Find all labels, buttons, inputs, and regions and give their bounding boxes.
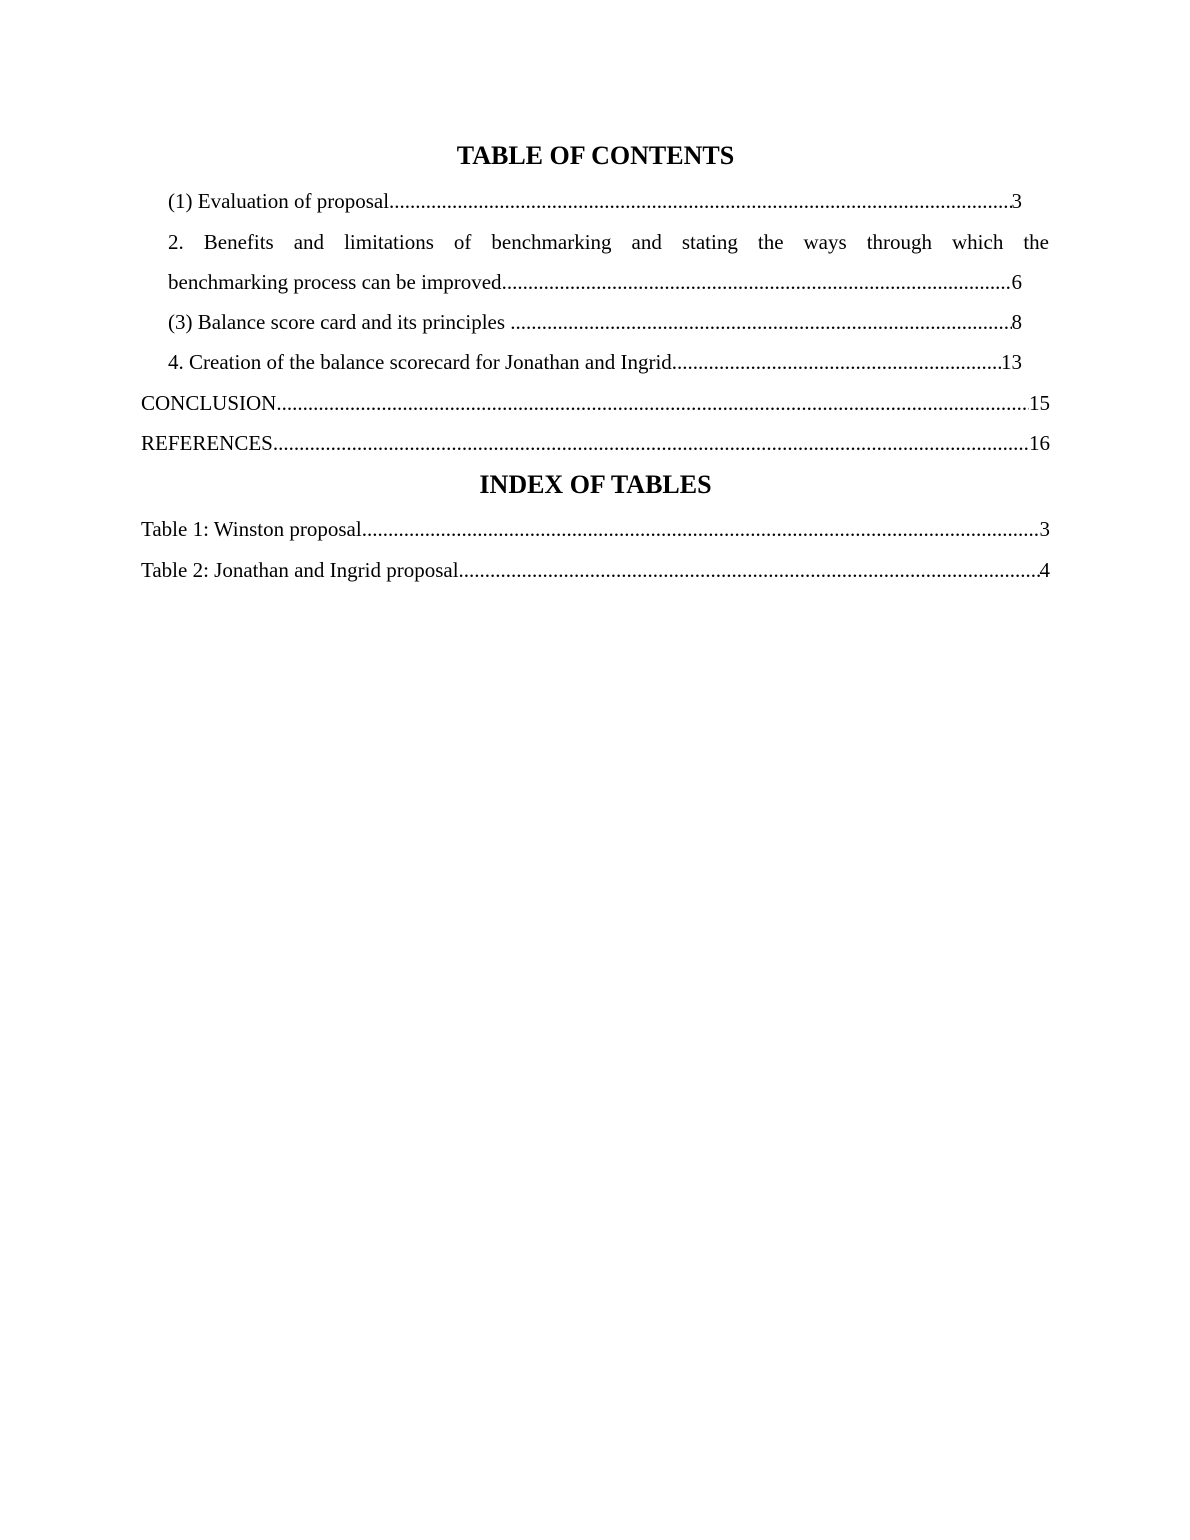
table-index-page-number: 3 bbox=[1039, 517, 1050, 541]
table-index-entry-jonathan-ingrid[interactable] bbox=[141, 557, 1050, 583]
toc-entry-page-number: 15 bbox=[1029, 391, 1050, 415]
table-index-dot-leader bbox=[362, 516, 1040, 542]
toc-word: Benefits bbox=[203, 230, 274, 254]
toc-entry-benefits-line2[interactable] bbox=[168, 269, 1022, 295]
toc-entry-references[interactable] bbox=[141, 430, 1050, 456]
table-index-entry-winston[interactable] bbox=[141, 516, 1050, 542]
toc-word: stating bbox=[681, 230, 738, 254]
toc-word: benchmarking bbox=[491, 230, 612, 254]
toc-word: and bbox=[631, 230, 662, 254]
toc-entry-evaluation-of-proposal[interactable] bbox=[168, 188, 1022, 214]
index-of-tables-title: INDEX OF TABLES bbox=[479, 470, 712, 499]
table-index-entry-text: Table 1: Winston proposal bbox=[141, 517, 362, 541]
toc-entry-page-number: 13 bbox=[1001, 350, 1022, 374]
toc-word: the bbox=[757, 230, 784, 254]
toc-entry-text: 4. Creation of the balance scorecard for Jonathan and Ingrid bbox=[168, 350, 672, 374]
toc-entry-page-number: 6 bbox=[1011, 270, 1022, 294]
toc-entry-conclusion[interactable] bbox=[141, 390, 1050, 416]
toc-dot-leader bbox=[502, 269, 1012, 295]
toc-word: the bbox=[1023, 230, 1049, 254]
toc-entry-text: REFERENCES bbox=[141, 431, 273, 455]
toc-entry-text: CONCLUSION bbox=[141, 391, 277, 415]
toc-word: 2. bbox=[168, 230, 184, 254]
toc-word: limitations bbox=[344, 230, 434, 254]
toc-word: through bbox=[866, 230, 933, 254]
toc-word: ways bbox=[803, 230, 847, 254]
toc-entry-page-number: 3 bbox=[1011, 189, 1022, 213]
toc-word: which bbox=[952, 230, 1004, 254]
toc-word: and bbox=[293, 230, 325, 254]
toc-entry-text: (1) Evaluation of proposal bbox=[168, 189, 390, 213]
toc-dot-leader bbox=[672, 349, 1001, 375]
toc-entry-page-number: 16 bbox=[1029, 431, 1050, 455]
toc-entry-benefits-line1[interactable] bbox=[168, 229, 1049, 255]
toc-dot-leader bbox=[273, 430, 1029, 456]
table-index-entry-text: Table 2: Jonathan and Ingrid proposal bbox=[141, 558, 459, 582]
toc-entry-text: benchmarking process can be improved bbox=[168, 270, 502, 294]
toc-entry-text: (3) Balance score card and its principles bbox=[168, 310, 511, 334]
toc-entry-page-number: 8 bbox=[1011, 310, 1022, 334]
toc-dot-leader bbox=[276, 390, 1029, 416]
table-index-page-number: 4 bbox=[1039, 558, 1050, 582]
toc-word: of bbox=[453, 230, 472, 254]
toc-dot-leader bbox=[510, 309, 1011, 335]
toc-entry-creation-of-scorecard[interactable] bbox=[168, 349, 1022, 375]
toc-entry-balance-score-card[interactable] bbox=[168, 309, 1022, 335]
toc-title: TABLE OF CONTENTS bbox=[456, 141, 735, 170]
toc-dot-leader bbox=[389, 188, 1011, 214]
table-index-dot-leader bbox=[459, 557, 1040, 583]
